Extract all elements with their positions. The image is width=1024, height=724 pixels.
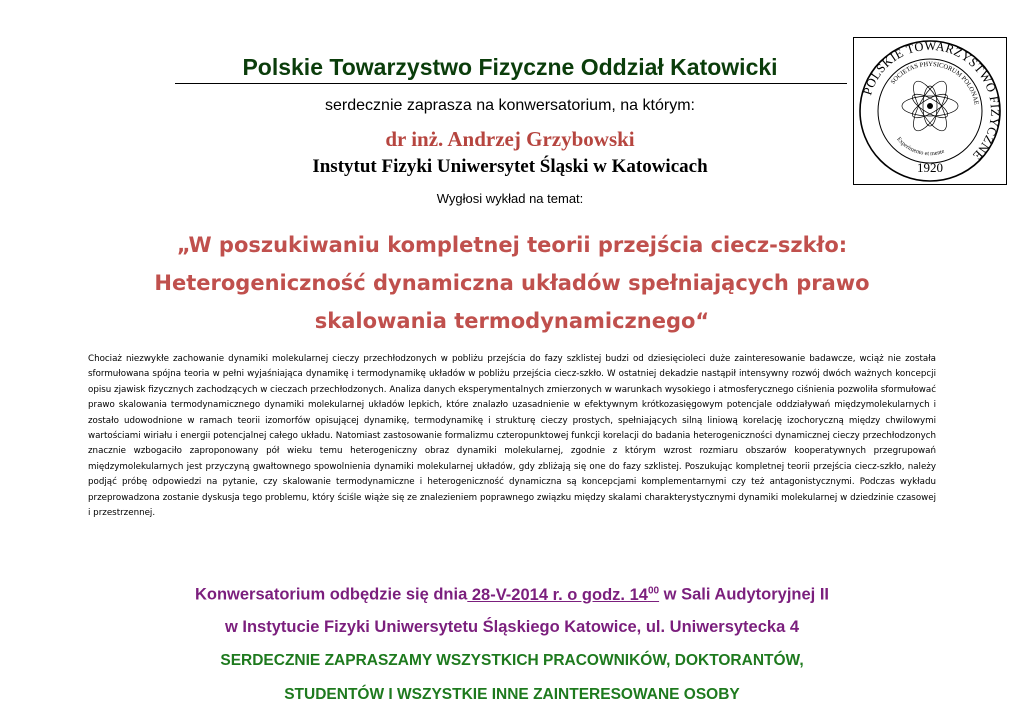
speaker-name: dr inż. Andrzej Grzybowski	[385, 127, 635, 151]
seal-emblem-icon	[857, 38, 1003, 184]
meeting-location: w Instytucie Fizyki Uniwersytetu Śląskiego Katowice, ul. Uniwersytecka 4	[224, 618, 800, 636]
meeting-date-time	[467, 586, 659, 604]
meeting-minutes: 00	[647, 585, 660, 596]
lecture-intro: Wygłosi wykład na temat:	[436, 191, 584, 206]
organization-title: Polskie Towarzystwo Fizyczne Oddział Katowicki	[242, 54, 778, 80]
talk-title-line-1: „W poszukiwaniu kompletnej teorii przejścia ciecz-szkło:	[176, 233, 848, 257]
meeting-date-line	[150, 585, 874, 605]
seal-outer-text: POLSKIE TOWARZYSTWO FIZYCZNE	[860, 38, 1003, 163]
seal-year: 1920	[917, 160, 943, 175]
meeting-date-time-text: 28-V-2014 r. o godz. 14	[467, 585, 648, 604]
speaker-institution: Instytut Fizyki Uniwersytet Śląski w Katowicach	[312, 156, 708, 177]
svg-text:SOCIETAS PHYSICORUM POLONAE	[890, 61, 980, 105]
title-underline	[175, 83, 847, 84]
meeting-room: w Sali Audytoryjnej II	[659, 585, 830, 604]
seal-motto: Experimento et mente	[895, 136, 946, 158]
talk-title-line-3: skalowania termodynamicznego“	[314, 309, 710, 333]
talk-title-line-2: Heterogeniczność dynamiczna układów spełniających prawo	[154, 271, 870, 295]
seal-inner-text: SOCIETAS PHYSICORUM POLONAE	[889, 60, 980, 106]
svg-text:Experimento et mente	[895, 136, 945, 157]
meeting-prefix: Konwersatorium odbędzie się dnia	[194, 585, 468, 604]
invitation-line: serdecznie zaprasza na konwersatorium, na którym:	[325, 97, 695, 114]
invitation-line-1: SERDECZNIE ZAPRASZAMY WSZYSTKICH PRACOWNIKÓW, DOKTORANTÓW,	[220, 652, 804, 669]
invitation-line-2: STUDENTÓW I WSZYSTKIE INNE ZAINTERESOWANE OSOBY	[284, 686, 740, 703]
abstract-text: Chociaż niezwykłe zachowanie dynamiki molekularnej cieczy przechłodzonych w pobliżu przejścia do fazy szklistej budzi od dziesięcioleci duże zainteresowanie badawcze, wciąż nie została sformułowana spójna teoria w pełni wyjaśniająca dynamikę i termodynamikę układów w pobliżu przejścia ciecz-szkło. W ostatniej dekadzie nastąpił intensywny rozwój dwóch ważnych koncepcji opisu zjawisk fizycznych zachodzących w cieczach przechłodzonych. Analiza danych eksperymentalnych zmierzonych w warunkach wysokiego i atmosferycznego ciśnienia pozwoliła sformułować prawo skalowania termodynamicznego dynamiki molekularnej układów lepkich, które znalazło uzasadnienie w efektywnym krótkozasięgowym potencjale oddziaływań międzymolekularnych i zostało udowodnione w ramach teorii izomorfów opisującej dynamikę, termodynamikę i strukturę cieczy prostych, spełniających silną liniową korelację izochoryczną między chwilowymi wartościami wiriału i energii potencjalnej całego układu. Natomiast zastosowanie formalizmu czteropunktowej funkcji korelacji do badania heterogeniczności dynamicznej cieczy przechłodzonych znacznie wzbogaciło zaproponowany pół wieku temu heterogeniczny obraz dynamiki molekularnej, zgodnie z którym wzrost rozmiaru obszarów kooperatywnych przegrupowań międzymolekularnych jest przyczyną gwałtownego spowolnienia dynamiki molekularnej układów, gdy zbliżają się one do fazy szklistej. Poszukując kompletnej teorii przejścia ciecz-szkło, należy podjąć próbę odpowiedzi na pytanie, czy skalowanie termodynamiczne i heterogeniczność dynamiczna są koncepcjami komplementarnymi czy też antagonistycznymi. Podczas wykładu przeprowadzona zostanie dyskusja tego problemu, który ściśle wiąże się ze znalezieniem poprawnego związku między skalami charakterystycznymi dynamiki molekularnej w dziedzinie czasowej i przestrzennej.	[88, 354, 936, 519]
society-seal	[853, 37, 1007, 185]
